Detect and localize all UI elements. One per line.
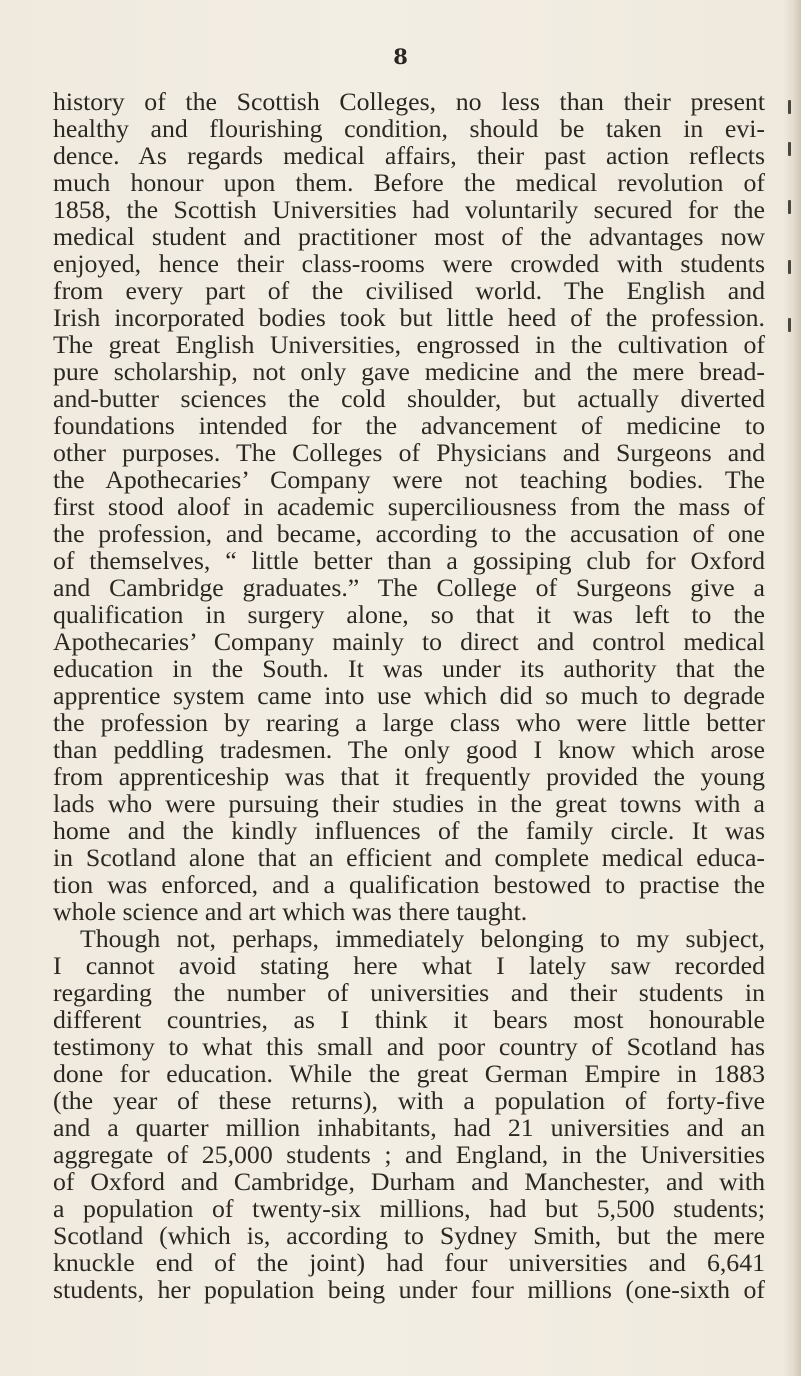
text-line: I cannot avoid stating here what I lately saw recorded — [53, 951, 765, 980]
text-line: whole science and art which was there taught. — [53, 897, 528, 926]
margin-mark — [788, 142, 791, 156]
text-line: home and the kindly influences of the family circle. It was — [53, 816, 765, 845]
text-line: dence. As regards medical affairs, their past action reflects — [53, 141, 765, 170]
text-line: healthy and flourishing condition, should be taken in evi- — [53, 114, 765, 143]
text-line: much honour upon them. Before the medical revolution of — [53, 168, 765, 197]
text-line: the profession, and became, according to the accusation of one — [53, 519, 765, 548]
text-line: the profession by rearing a large class who were little better — [53, 708, 765, 737]
page-edge-shadow — [781, 0, 801, 1376]
text-line: and-butter sciences the cold shoulder, but actually diverted — [53, 384, 765, 413]
text-line: in Scotland alone that an efficient and complete medical educa- — [53, 843, 765, 872]
text-line: students, her population being under four millions (one-sixth of — [53, 1275, 765, 1304]
text-line: the Apothecaries’ Company were not teaching bodies. The — [53, 465, 765, 494]
text-line: and a quarter million inhabitants, had 21 universities and an — [53, 1113, 765, 1142]
text-line: Irish incorporated bodies took but little heed of the profession. — [53, 303, 765, 332]
text-line: pure scholarship, not only gave medicine and the mere bread- — [53, 357, 765, 386]
text-line: testimony to what this small and poor country of Scotland has — [53, 1032, 765, 1061]
text-line: from apprenticeship was that it frequently provided the young — [53, 762, 765, 791]
text-line: (the year of these returns), with a population of forty-five — [53, 1086, 765, 1115]
margin-mark — [788, 100, 791, 114]
text-line-indented: Though not, perhaps, immediately belonging to my subject, — [80, 924, 765, 953]
text-line: different countries, as I think it bears most honourable — [53, 1005, 765, 1034]
text-line: foundations intended for the advancement of medicine to — [53, 411, 765, 440]
text-line: knuckle end of the joint) had four universities and 6,641 — [53, 1248, 765, 1277]
text-line: Apothecaries’ Company mainly to direct and control medical — [53, 627, 765, 656]
text-line: medical student and practitioner most of the advantages now — [53, 222, 765, 251]
margin-mark — [788, 318, 791, 332]
margin-mark — [788, 260, 791, 274]
text-line: The great English Universities, engrossed in the cultivation of — [53, 330, 765, 359]
text-line: tion was enforced, and a qualification bestowed to practise the — [53, 870, 765, 899]
text-line: of themselves, “ little better than a gossiping club for Oxford — [53, 546, 765, 575]
text-line: lads who were pursuing their studies in the great towns with a — [53, 789, 765, 818]
text-line: regarding the number of universities and their students in — [53, 978, 765, 1007]
text-line: qualification in surgery alone, so that it was left to the — [53, 600, 765, 629]
text-line: education in the South. It was under its authority that the — [53, 654, 765, 683]
text-line: other purposes. The Colleges of Physicians and Surgeons and — [53, 438, 765, 467]
text-line: apprentice system came into use which did so much to degrade — [53, 681, 765, 710]
text-line: than peddling tradesmen. The only good I know which arose — [53, 735, 765, 764]
text-line: Scotland (which is, according to Sydney Smith, but the mere — [53, 1221, 765, 1250]
page-number: 8 — [393, 44, 408, 69]
text-line: from every part of the civilised world. The English and — [53, 276, 765, 305]
text-line: and Cambridge graduates.” The College of Surgeons give a — [53, 573, 765, 602]
text-line: aggregate of 25,000 students ; and England, in the Universities — [53, 1140, 765, 1169]
text-line: a population of twenty-six millions, had but 5,500 students; — [53, 1194, 765, 1223]
text-line: done for education. While the great German Empire in 1883 — [53, 1059, 765, 1088]
text-line: enjoyed, hence their class-rooms were crowded with students — [53, 249, 765, 278]
margin-mark — [788, 200, 791, 214]
text-line: first stood aloof in academic superciliousness from the mass of — [53, 492, 765, 521]
text-line: history of the Scottish Colleges, no less than their present — [53, 87, 765, 116]
text-line: 1858, the Scottish Universities had voluntarily secured for the — [53, 195, 765, 224]
text-line: of Oxford and Cambridge, Durham and Manchester, and with — [53, 1167, 765, 1196]
